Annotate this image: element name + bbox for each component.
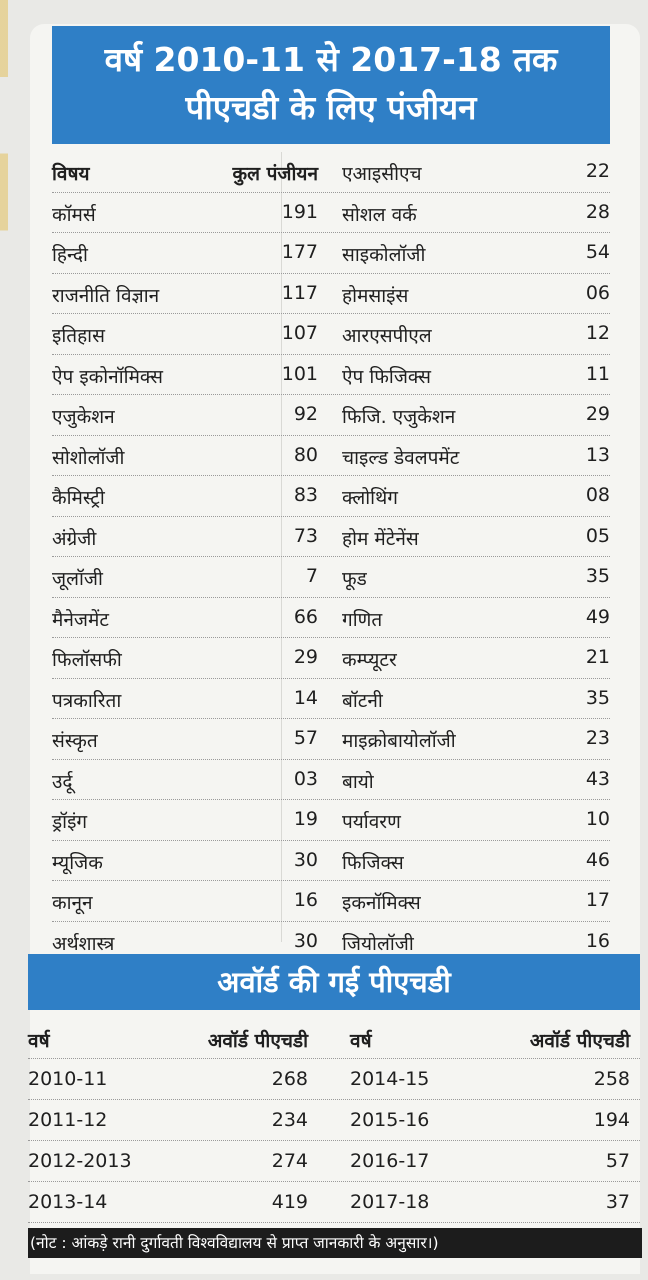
value-cell: 30: [293, 929, 318, 952]
registration-rows: [52, 193, 610, 963]
table-row: [52, 436, 610, 477]
table-row: [52, 395, 610, 436]
value-cell: 419: [271, 1191, 308, 1213]
value-cell: 19: [293, 808, 318, 830]
value-cell: 57: [293, 727, 318, 749]
header-total: कुल पंजीयन: [232, 163, 318, 185]
header-year-2: वर्ष: [350, 1030, 372, 1052]
table-row: [52, 638, 610, 679]
subject-cell: ऐप फिजिक्स: [342, 365, 432, 388]
value-cell: 35: [585, 565, 610, 587]
value-cell: 13: [585, 443, 610, 466]
subject-cell: अर्थशास्त्र: [52, 932, 115, 955]
subject-cell: फिजिक्स: [342, 851, 404, 874]
value-cell: 12: [585, 322, 610, 344]
table-row: [52, 355, 610, 396]
header-year: वर्ष: [28, 1030, 50, 1052]
title-banner: [52, 26, 610, 144]
value-cell: 234: [271, 1109, 308, 1131]
table-row: [52, 557, 610, 598]
table-row: [28, 1059, 640, 1100]
source-note: (नोट : आंकड़े रानी दुर्गावती विश्वविद्यालय से प्राप्त जानकारी के अनुसार।): [28, 1228, 642, 1258]
value-cell: 177: [281, 241, 318, 263]
awarded-rows: [28, 1059, 640, 1223]
subject-cell: पर्यावरण: [342, 811, 401, 833]
value-cell: 28: [585, 200, 610, 223]
year-cell: 2017-18: [350, 1191, 430, 1213]
subject-cell: पत्रकारिता: [52, 689, 122, 712]
value-cell: 06: [585, 281, 610, 304]
value-cell: 54: [585, 241, 610, 263]
subject-cell: सोशल वर्क: [342, 203, 417, 226]
subject-cell: होम मेंटेनेंस: [342, 527, 419, 550]
value-cell: 10: [585, 808, 610, 830]
value-cell: 21: [585, 646, 610, 668]
subject-cell: फूड: [342, 568, 367, 590]
value-cell: 17: [585, 889, 610, 911]
value-cell: 23: [585, 727, 610, 749]
value-cell: 14: [293, 686, 318, 709]
value-cell: 16: [585, 929, 610, 952]
title-line-1: वर्ष 2010-11 से 2017-18 तक: [104, 40, 558, 79]
value-cell: 35: [585, 686, 610, 709]
value-cell: 101: [281, 362, 318, 385]
subject-cell: जियोलॉजी: [342, 932, 414, 955]
value-cell: 274: [271, 1150, 308, 1172]
value-cell: 7: [305, 565, 318, 587]
table-row: [52, 800, 610, 841]
registration-header-row: [52, 152, 610, 193]
right-subject: एआइसीएच: [342, 163, 422, 185]
header-awarded-2: अवॉर्ड पीएचडी: [529, 1030, 630, 1052]
subject-cell: माइक्रोबायोलॉजी: [342, 730, 456, 752]
subject-cell: इतिहास: [52, 325, 105, 347]
value-cell: 92: [293, 403, 318, 425]
subject-cell: इकनॉमिक्स: [342, 892, 421, 914]
table-row: [52, 598, 610, 639]
table-row: [52, 274, 610, 315]
year-cell: 2014-15: [350, 1068, 430, 1090]
registration-table: [52, 152, 610, 962]
value-cell: 66: [293, 605, 318, 628]
subject-cell: आरएसपीएल: [342, 325, 432, 347]
subject-cell: राजनीति विज्ञान: [52, 284, 160, 307]
table-row: [52, 760, 610, 801]
year-cell: 2012-2013: [28, 1150, 132, 1172]
awarded-table: [28, 1018, 640, 1223]
table-row: [28, 1141, 640, 1182]
table-row: [52, 193, 610, 234]
subject-cell: क्लोथिंग: [342, 487, 398, 509]
subject-cell: बॉटनी: [342, 689, 383, 712]
subject-cell: संस्कृत: [52, 730, 98, 752]
value-cell: 191: [281, 200, 318, 223]
value-cell: 258: [593, 1068, 630, 1090]
value-cell: 29: [293, 646, 318, 668]
value-cell: 03: [293, 767, 318, 790]
year-cell: 2013-14: [28, 1191, 108, 1213]
value-cell: 107: [281, 322, 318, 344]
awarded-banner: अवॉर्ड की गई पीएचडी: [28, 954, 640, 1010]
subject-cell: फिजि. एजुकेशन: [342, 406, 456, 428]
subject-cell: अंग्रेजी: [52, 527, 97, 550]
subject-cell: कॉमर्स: [52, 203, 96, 226]
subject-cell: चाइल्ड डेवलपमेंट: [342, 446, 460, 469]
value-cell: 73: [293, 524, 318, 547]
value-cell: 268: [271, 1068, 308, 1090]
subject-cell: होमसाइंस: [342, 284, 409, 307]
year-cell: 2015-16: [350, 1109, 430, 1131]
subject-cell: गणित: [342, 608, 383, 631]
header-awarded: अवॉर्ड पीएचडी: [207, 1030, 308, 1052]
table-row: [52, 841, 610, 882]
value-cell: 57: [605, 1150, 630, 1172]
awarded-header-row: [28, 1018, 640, 1059]
subject-cell: सोशोलॉजी: [52, 446, 125, 469]
year-cell: 2016-17: [350, 1150, 430, 1172]
subject-cell: ऐप इकोनॉमिक्स: [52, 365, 164, 388]
value-cell: 16: [293, 889, 318, 911]
value-cell: 117: [281, 281, 318, 304]
subject-cell: साइकोलॉजी: [342, 244, 426, 266]
value-cell: 30: [293, 848, 318, 871]
value-cell: 46: [585, 848, 610, 871]
table-row: [52, 719, 610, 760]
value-cell: 11: [585, 362, 610, 385]
title-line-2: पीएचडी के लिए पंजीयन: [185, 88, 477, 127]
table-row: [52, 679, 610, 720]
subject-cell: बायो: [342, 770, 374, 793]
subject-cell: हिन्दी: [52, 244, 88, 266]
right-value: 22: [585, 160, 610, 182]
value-cell: 80: [293, 443, 318, 466]
table-row: [52, 233, 610, 274]
value-cell: 08: [585, 484, 610, 506]
subject-cell: मैनेजमेंट: [52, 608, 109, 631]
table-row: [52, 517, 610, 558]
table-row: [28, 1100, 640, 1141]
year-cell: 2011-12: [28, 1109, 108, 1131]
page-edge-decoration: [0, 0, 8, 1280]
subject-cell: म्यूजिक: [52, 851, 103, 874]
value-cell: 29: [585, 403, 610, 425]
value-cell: 05: [585, 524, 610, 547]
table-row: [52, 476, 610, 517]
subject-cell: जूलॉजी: [52, 568, 103, 590]
value-cell: 49: [585, 605, 610, 628]
subject-cell: उर्दू: [52, 770, 73, 793]
year-cell: 2010-11: [28, 1068, 108, 1090]
subject-cell: फिलॉसफी: [52, 649, 122, 671]
value-cell: 43: [585, 767, 610, 790]
value-cell: 83: [293, 484, 318, 506]
subject-cell: कानून: [52, 892, 93, 914]
subject-cell: कम्प्यूटर: [342, 649, 397, 671]
value-cell: 37: [605, 1191, 630, 1213]
table-row: [52, 881, 610, 922]
table-row: [28, 1182, 640, 1223]
header-subject: विषय: [52, 163, 90, 185]
value-cell: 194: [593, 1109, 630, 1131]
table-row: [52, 314, 610, 355]
subject-cell: एजुकेशन: [52, 406, 115, 428]
subject-cell: कैमिस्ट्री: [52, 487, 105, 509]
subject-cell: ड्रॉइंग: [52, 811, 88, 833]
